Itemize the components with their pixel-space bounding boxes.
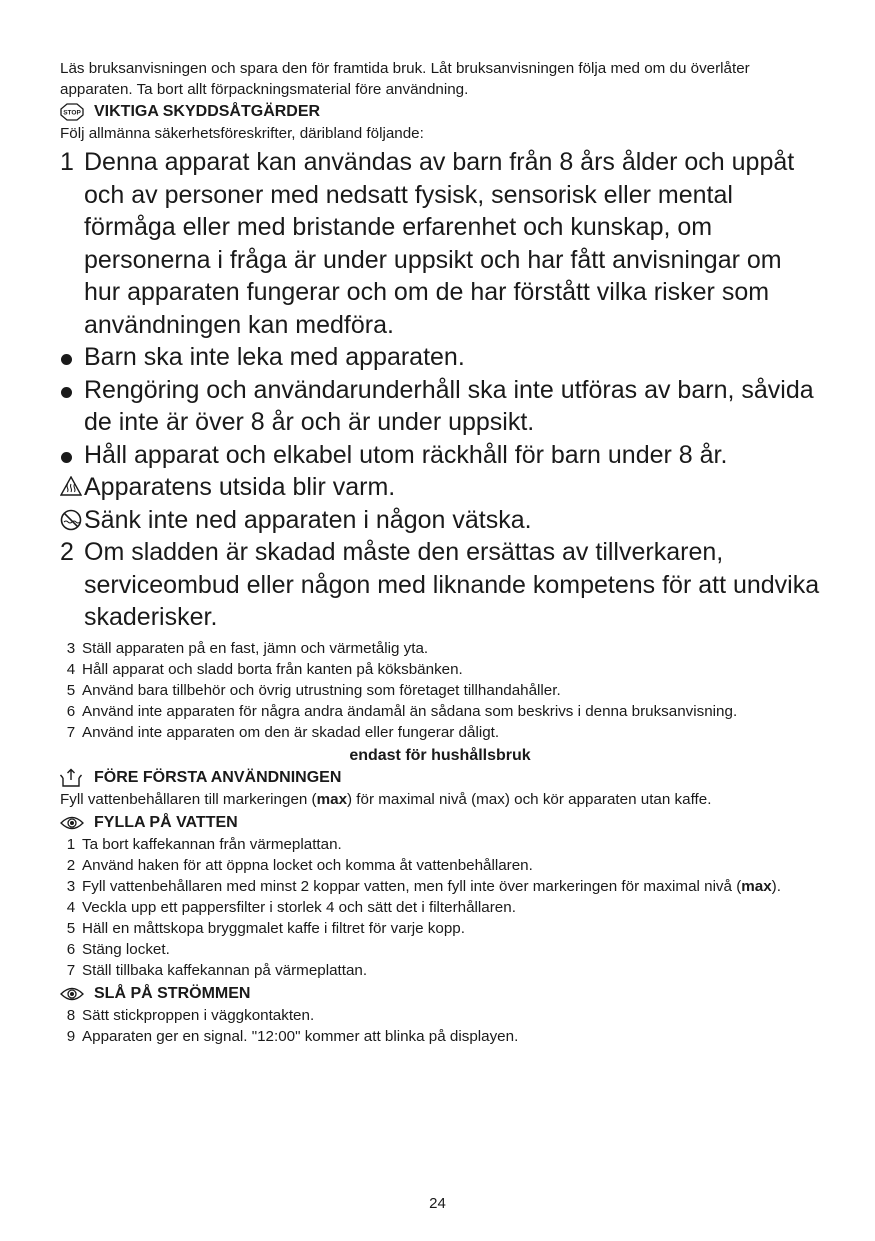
first-use-text: Fyll vattenbehållaren till markeringen (max) för maximal nivå (max) och kör apparaten utan kaffe. (60, 790, 712, 808)
list-item: 4 Håll apparat och sladd borta från kanten på köksbänken. (66, 660, 463, 678)
item-number: 2 (60, 538, 74, 566)
page-number: 24 (429, 1195, 446, 1212)
first-use-heading-text: FÖRE FÖRSTA ANVÄNDNINGEN (94, 768, 342, 786)
safety-heading (60, 101, 820, 123)
no-immerse-icon (60, 504, 84, 537)
item-text: Barn ska inte leka med apparaten. (84, 343, 465, 371)
list-item: 4 Veckla upp ett pappersfilter i storlek 4 och sätt det i filterhållaren. (66, 898, 516, 916)
bullet-icon (61, 452, 72, 463)
list-item: 1 Ta bort kaffekannan från värmeplattan. (66, 835, 342, 853)
safety-subheading: Följ allmänna säkerhetsföreskrifter, däribland följande: (60, 125, 424, 142)
intro-text: Läs bruksanvisningen och spara den för framtida bruk. Låt bruksanvisningen följa med om du överlåter apparaten. Ta bort allt förpackningsmaterial före användning. (60, 60, 750, 98)
fill-water-heading (60, 812, 820, 834)
safety-large-list (60, 146, 820, 634)
bullet-icon (61, 354, 72, 365)
power-on-list (60, 1005, 820, 1047)
safety-heading-text: VIKTIGA SKYDDSÅTGÄRDER (94, 103, 321, 120)
hot-surface-icon (60, 471, 84, 504)
item-text: Apparatens utsida blir varm. (84, 473, 396, 501)
list-item: 3 Ställ apparaten på en fast, jämn och värmetålig yta. (66, 639, 429, 657)
item-text: Håll apparat och elkabel utom räckhåll för barn under 8 år. (84, 440, 728, 469)
item-text: Sänk inte ned apparaten i någon vätska. (84, 505, 532, 534)
safety-item-1 (60, 146, 820, 341)
fill-water-list (60, 834, 820, 981)
safety-item-2 (60, 536, 820, 634)
eye-icon (60, 813, 86, 833)
safety-bullet-children-play (60, 341, 820, 374)
power-on-heading-text: SLÅ PÅ STRÖMMEN (94, 984, 251, 1002)
first-use-heading (60, 767, 820, 789)
list-item: 5 Häll en måttskopa bryggmalet kaffe i filtret för varje kopp. (66, 919, 465, 937)
bullet-icon (61, 387, 72, 398)
list-item: 6 Använd inte apparaten för några andra ändamål än sådana som beskrivs i denna bruksanvisning. (66, 702, 738, 720)
fill-water-heading-text: FYLLA PÅ VATTEN (94, 813, 238, 831)
safety-small-list (60, 638, 820, 743)
list-item: 8 Sätt stickproppen i väggkontakten. (66, 1006, 315, 1024)
safety-bullet-cleaning (60, 374, 820, 439)
list-item: 7 Använd inte apparaten om den är skadad eller fungerar dåligt. (66, 723, 500, 741)
item-number: 1 (60, 148, 74, 176)
safety-no-immerse (60, 504, 820, 537)
list-item: 3 Fyll vattenbehållaren med minst 2 koppar vatten, men fyll inte över markeringen för maximal nivå (max). (66, 877, 781, 895)
list-item: 9 Apparaten ger en signal. "12:00" kommer att blinka på displayen. (66, 1027, 519, 1045)
household-note: endast för hushållsbruk (349, 746, 531, 764)
list-item: 5 Använd bara tillbehör och övrig utrustning som företaget tillhandahåller. (66, 681, 561, 699)
item-text: Rengöring och användarunderhåll ska inte utföras av barn, såvida de inte är över 8 år och är under uppsikt. (84, 375, 814, 436)
eye-icon (60, 984, 86, 1004)
safety-bullet-reach (60, 439, 820, 472)
list-item: 7 Ställ tillbaka kaffekannan på värmeplattan. (66, 961, 368, 979)
item-text: Om sladden är skadad måste den ersättas av tillverkaren, serviceombud eller någon med liknande kompetens för att undvika skaderisker. (84, 538, 820, 631)
unbox-icon (60, 768, 86, 788)
stop-icon (60, 102, 86, 122)
safety-hot-surface (60, 471, 820, 504)
list-item: 2 Använd haken för att öppna locket och komma åt vattenbehållaren. (66, 856, 533, 874)
svg-text:STOP: STOP (63, 109, 81, 117)
manual-page (60, 58, 820, 1047)
power-on-heading (60, 983, 820, 1005)
item-text: Denna apparat kan användas av barn från 8 års ålder och uppåt och av personer med nedsatt fysisk, sensorisk eller mental förmåga eller med bristande erfarenhet och kunskap, om personerna i fråga är under uppsikt och har fått anvisningar om hur apparaten fungerar och om de har förstått vilka risker som användningen kan medföra. (84, 148, 795, 339)
list-item: 6 Stäng locket. (66, 940, 170, 958)
